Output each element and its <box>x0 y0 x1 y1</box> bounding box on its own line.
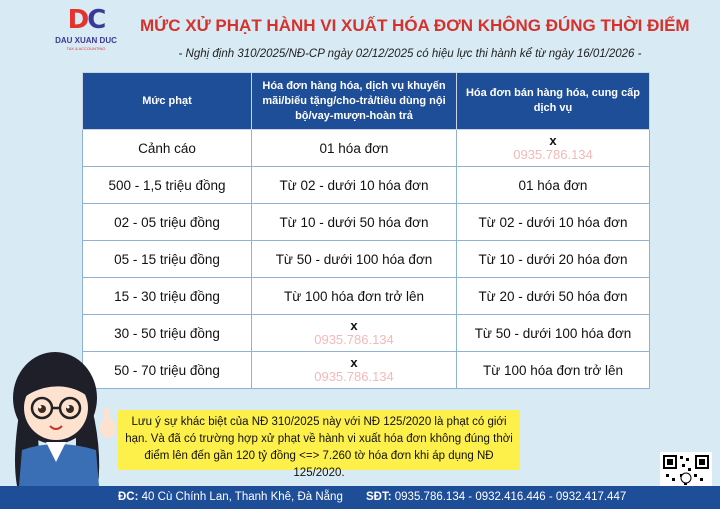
promotional-invoice-cell <box>252 315 457 352</box>
table-row <box>83 130 650 167</box>
footer-bar <box>0 486 720 509</box>
footer-phones: SĐT: 0935.786.134 - 0932.416.446 - 0932.417.447 <box>366 491 627 503</box>
promotional-invoice-cell <box>252 352 457 389</box>
penalty-level-cell: 30 - 50 triệu đồng <box>83 315 252 352</box>
page-title: MỨC XỬ PHẠT HÀNH VI XUẤT HÓA ĐƠN KHÔNG ĐÚNG THỜI ĐIỂM <box>140 16 690 35</box>
sales-invoice-cell: Từ 50 - dưới 100 hóa đơn <box>457 315 650 352</box>
sales-invoice-cell: Từ 02 - dưới 10 hóa đơn <box>457 204 650 241</box>
table-row <box>83 167 650 204</box>
penalty-level-cell: 15 - 30 triệu đồng <box>83 278 252 315</box>
phone-watermark: 0935.786.134 <box>513 147 593 162</box>
table-row <box>83 278 650 315</box>
logo-mark: DC <box>67 5 105 35</box>
note-callout: Lưu ý sự khác biệt của NĐ 310/2025 này với NĐ 125/2020 là phạt có giới hạn. Và đã có trường hợp xử phạt về hành vi xuất hóa đơn không đúng thời điểm lên đến gần 120 tỷ đồng <=> 7.260 tờ hóa đơn khi áp dụng NĐ 125/2020. <box>118 410 520 470</box>
not-applicable-mark: x <box>350 355 358 370</box>
not-applicable-mark: x <box>549 133 557 148</box>
penalty-level-cell: 50 - 70 triệu đồng <box>83 352 252 389</box>
promotional-invoice-cell: Từ 02 - dưới 10 hóa đơn <box>252 167 457 204</box>
penalty-level-cell: 05 - 15 triệu đồng <box>83 241 252 278</box>
logo-name: DAU XUAN DUC <box>55 36 117 45</box>
sales-invoice-cell: Từ 100 hóa đơn trở lên <box>457 352 650 389</box>
header-promotional-invoices: Hóa đơn hàng hóa, dịch vụ khuyến mãi/biếu tặng/cho-trả/tiêu dùng nội bộ/vay-mượn-hoàn trả <box>252 73 457 130</box>
sales-invoice-cell: Từ 10 - dưới 20 hóa đơn <box>457 241 650 278</box>
table-row <box>83 241 650 278</box>
table-header-row <box>83 73 650 130</box>
table-row <box>83 204 650 241</box>
mascot-illustration <box>0 338 120 498</box>
table-row <box>83 352 650 389</box>
promotional-invoice-cell: Từ 10 - dưới 50 hóa đơn <box>252 204 457 241</box>
not-applicable-mark: x <box>350 318 358 333</box>
logo-tagline: TAX & ACCOUNTING <box>66 46 106 51</box>
header-penalty-level: Mức phạt <box>83 73 252 130</box>
footer-address: ĐC: 40 Cù Chính Lan, Thanh Khê, Đà Nẵng <box>118 491 343 503</box>
promotional-invoice-cell: Từ 50 - dưới 100 hóa đơn <box>252 241 457 278</box>
table-row <box>83 315 650 352</box>
sales-invoice-cell: 01 hóa đơn <box>457 167 650 204</box>
phone-watermark: 0935.786.134 <box>314 369 394 384</box>
penalty-level-cell: 02 - 05 triệu đồng <box>83 204 252 241</box>
promotional-invoice-cell: Từ 100 hóa đơn trở lên <box>252 278 457 315</box>
phone-watermark: 0935.786.134 <box>314 332 394 347</box>
header-sales-invoices: Hóa đơn bán hàng hóa, cung cấp dịch vụ <box>457 73 650 130</box>
sales-invoice-cell: Từ 20 - dưới 50 hóa đơn <box>457 278 650 315</box>
page-subtitle: - Nghị định 310/2025/NĐ-CP ngày 02/12/2025 có hiệu lực thi hành kể từ ngày 16/01/2026 - <box>178 48 642 60</box>
penalty-level-cell: 500 - 1,5 triệu đồng <box>83 167 252 204</box>
promotional-invoice-cell: 01 hóa đơn <box>252 130 457 167</box>
brand-logo <box>54 6 118 60</box>
sales-invoice-cell <box>457 130 650 167</box>
penalty-level-cell: Cảnh cáo <box>83 130 252 167</box>
penalty-table <box>82 72 650 389</box>
